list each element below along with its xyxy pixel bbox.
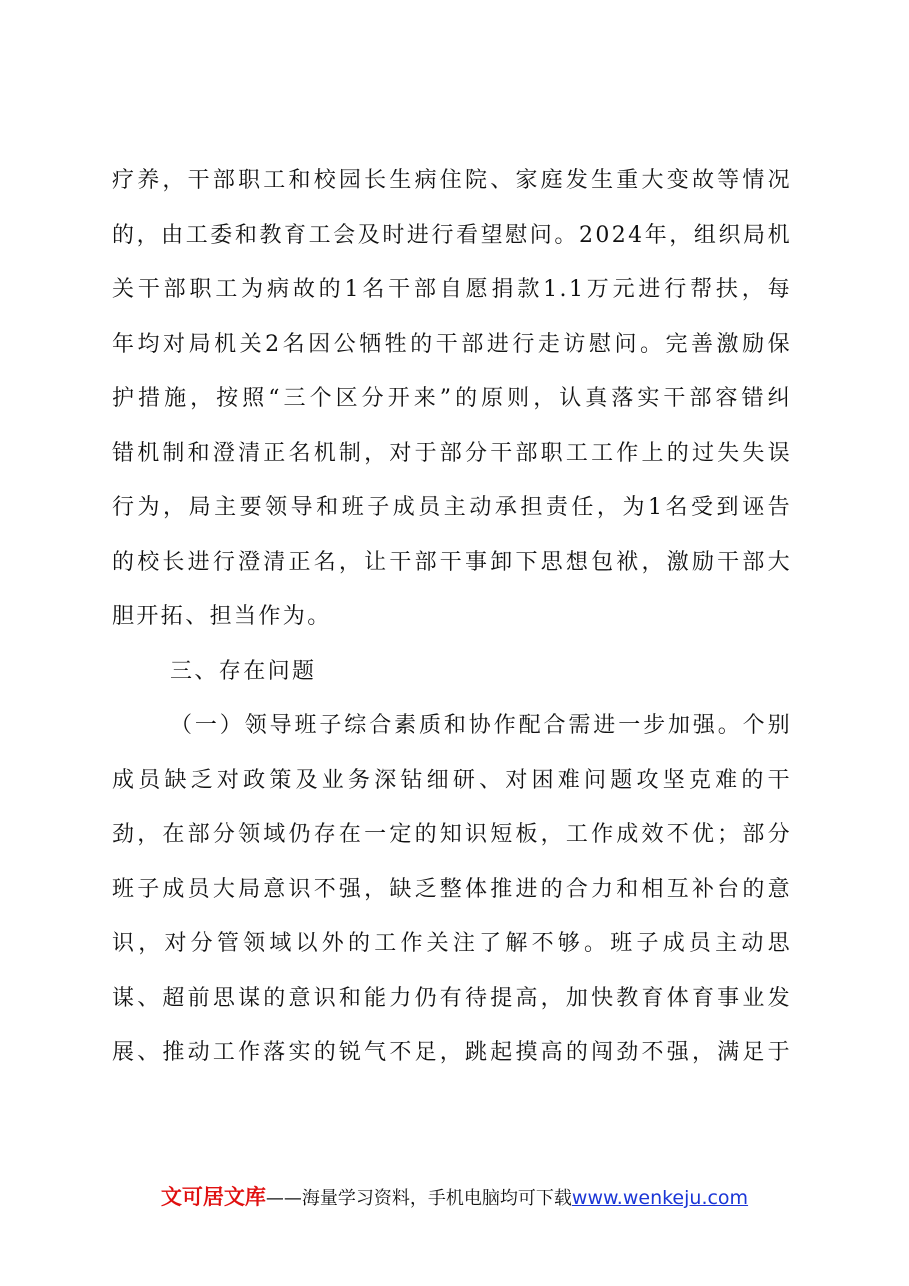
paragraph-line: 行为，局主要领导和班子成员主动承担责任，为1名受到诬告 [112, 495, 792, 520]
paragraph-line: 关干部职工为病故的1名干部自愿捐款1.1万元进行帮扶，每 [112, 277, 792, 302]
paragraph-line: 展、推动工作落实的锐气不足，跳起摸高的闯劲不强，满足于 [112, 1040, 792, 1065]
paragraph-line: 胆开拓、担当作为。 [112, 604, 332, 629]
footer-banner [0, 1181, 909, 1211]
subsection-heading-line: （一）领导班子综合素质和协作配合需进一步加强。个别 [170, 713, 792, 738]
paragraph-line: 的，由工委和教育工会及时进行看望慰问。2024年，组织局机 [112, 222, 792, 248]
paragraph-line: 年均对局机关2名因公牺牲的干部进行走访慰问。完善激励保 [112, 331, 792, 357]
paragraph-line: 成员缺乏对政策及业务深钻细研、对困难问题攻坚克难的干 [112, 767, 792, 793]
paragraph-line: 护措施，按照“三个区分开来”的原则，认真落实干部容错纠 [112, 386, 792, 411]
paragraph-line: 班子成员大局意识不强，缺乏整体推进的合力和相互补台的意 [112, 876, 792, 902]
footer-site-link[interactable]: www.wenkeju.com [571, 1187, 749, 1209]
paragraph-line: 劲，在部分领域仍存在一定的知识短板，工作成效不优；部分 [112, 822, 792, 847]
section-heading: 三、存在问题 [170, 658, 317, 684]
paragraph-line: 谋、超前思谋的意识和能力仍有待提高，加快教育体育事业发 [112, 985, 792, 1011]
paragraph-line: 识，对分管领域以外的工作关注了解不够。班子成员主动思 [112, 931, 792, 956]
footer-tagline: ——海量学习资料，手机电脑均可下载 [265, 1188, 572, 1209]
paragraph-line: 的校长进行澄清正名，让干部干事卸下思想包袱，激励干部大 [112, 549, 792, 575]
paragraph-line: 错机制和澄清正名机制，对于部分干部职工工作上的过失失误 [112, 440, 792, 466]
footer-brand: 文可居文库 [160, 1185, 266, 1209]
document-body [112, 154, 792, 1081]
paragraph-line: 疗养，干部职工和校园长生病住院、家庭发生重大变故等情况 [112, 168, 792, 193]
